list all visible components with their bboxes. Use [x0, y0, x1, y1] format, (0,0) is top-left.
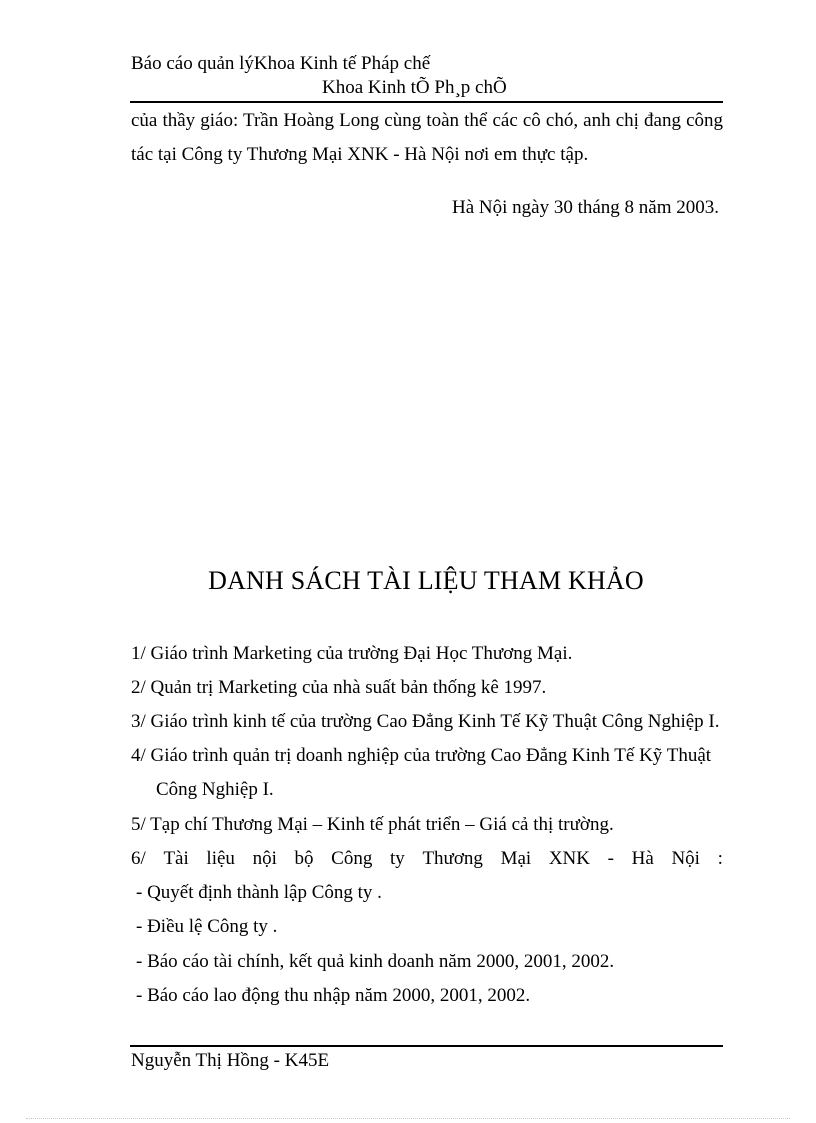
intro-line-1: của thầy giáo: Trần Hoàng Long cùng toàn thể các cô chó, anh chị đang công: [131, 110, 723, 131]
reference-item-6-word: 6/: [131, 848, 146, 869]
reference-item-6-word: Công: [331, 848, 373, 869]
reference-item-1: 1/ Giáo trình Marketing của trường Đại Học Thương Mại.: [131, 643, 573, 664]
running-header-title: Báo cáo quản lýKhoa Kinh tế Pháp chế: [131, 53, 431, 74]
intro-line-2: tác tại Công ty Thương Mại XNK - Hà Nội nơi em thực tập.: [131, 144, 589, 165]
reference-bullet-2: - Điều lệ Công ty .: [136, 916, 278, 937]
reference-item-6-word: XNK: [548, 848, 590, 869]
date-line: Hà Nội ngày 30 tháng 8 năm 2003.: [451, 197, 719, 218]
reference-item-6-word: ty: [390, 848, 405, 869]
reference-bullet-4: - Báo cáo lao động thu nhập năm 2000, 2001, 2002.: [136, 985, 531, 1006]
reference-item-2: 2/ Quản trị Marketing của nhà suất bản thống kê 1997.: [131, 677, 547, 698]
intro-paragraph: [131, 104, 723, 172]
reference-item-6-word: Tài: [163, 848, 189, 869]
running-header-subtitle: Khoa Kinh tÕ Ph¸p chÕ: [322, 77, 507, 98]
reference-item-6-word: Thương: [422, 848, 483, 869]
reference-bullet-1: - Quyết định thành lập Công ty .: [136, 882, 382, 903]
reference-item-6-word: bộ: [294, 848, 314, 869]
reference-bullet-3: - Báo cáo tài chính, kết quả kinh doanh năm 2000, 2001, 2002.: [136, 951, 615, 972]
reference-item-4-continuation: Công Nghiệp I.: [156, 779, 274, 800]
reference-item-6-word: -: [607, 848, 614, 869]
reference-item-6-word: liệu: [206, 848, 235, 869]
reference-item-5: 5/ Tạp chí Thương Mại – Kinh tế phát triển – Giá cả thị trường.: [131, 814, 614, 835]
reference-item-6-word: :: [717, 848, 723, 869]
reference-item-6-word: Mại: [500, 848, 532, 869]
reference-item-6-word: nội: [252, 848, 277, 869]
reference-item-3: 3/ Giáo trình kinh tế của trường Cao Đẳng Kinh Tế Kỹ Thuật Công Nghiệp I.: [131, 711, 720, 732]
footer-rule: [130, 1045, 723, 1047]
reference-item-6-word: Nội: [671, 848, 700, 869]
header-rule: [130, 101, 723, 103]
reference-item-4: 4/ Giáo trình quản trị doanh nghiệp của trường Cao Đẳng Kinh Tế Kỹ Thuật: [131, 745, 712, 766]
references-title: DANH SÁCH TÀI LIỆU THAM KHẢO: [208, 566, 644, 595]
reference-item-6: [131, 848, 723, 870]
reference-item-6-word: Hà: [631, 848, 654, 869]
footer-author: Nguyễn Thị Hồng - K45E: [131, 1050, 330, 1071]
page-edge-dotted-line: [26, 1118, 790, 1119]
